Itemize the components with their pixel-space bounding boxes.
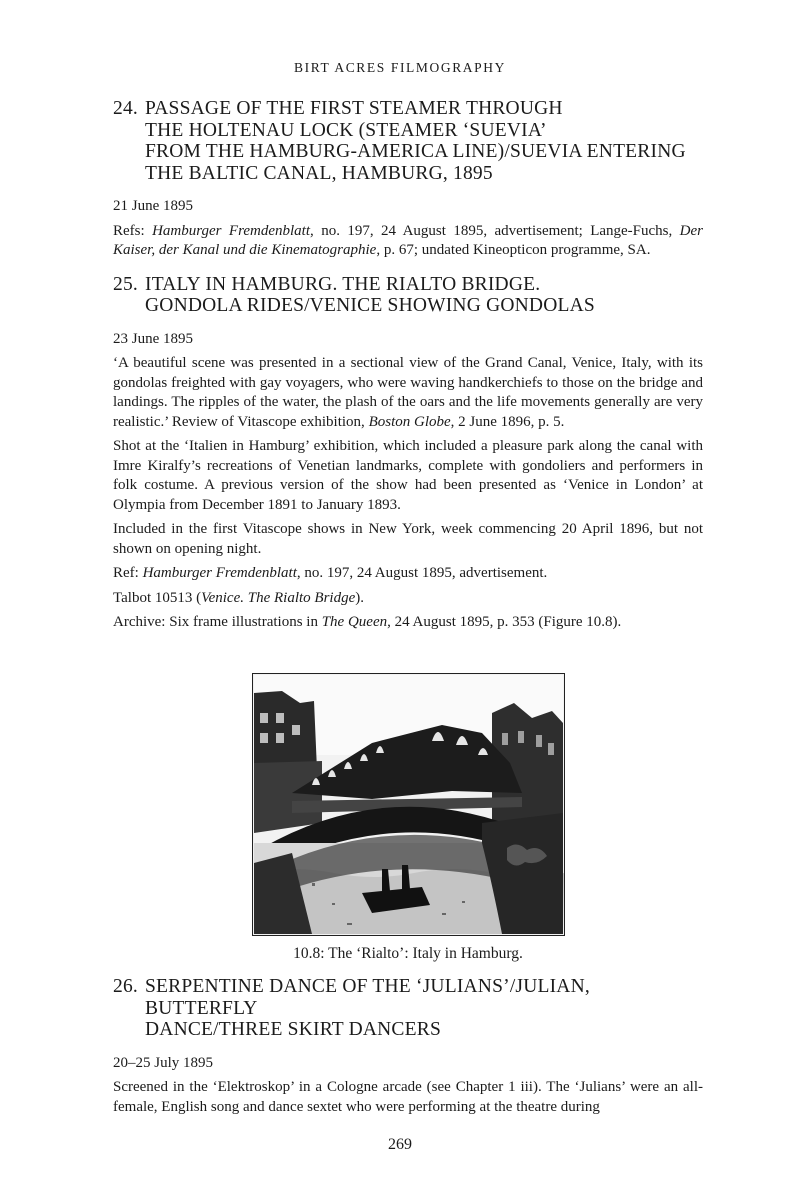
ref-text: Ref: (113, 565, 143, 581)
refs-text: , p. 67; undated Kineopticon programme, SA. (376, 242, 651, 258)
entry-heading (113, 98, 703, 184)
archive-text: Archive: Six frame illustrations in (113, 614, 322, 630)
entry-date: 20–25 July 1895 (113, 1054, 214, 1071)
archive-italic: The Queen (321, 614, 388, 630)
entry-number: 25. (113, 273, 138, 295)
running-head: BIRT ACRES FILMOGRAPHY (294, 60, 506, 75)
refs-italic: Der Kaiser, der Kanal und die Kinematographie (113, 222, 703, 258)
talbot-text: Talbot 10513 ( (113, 589, 202, 606)
entry-24 (113, 98, 703, 261)
archive-paragraph (113, 613, 703, 633)
title-line: GONDOLA RIDES/VENICE SHOWING GONDOLAS (145, 295, 595, 316)
title-line: DANCE/THREE SKIRT DANCERS (145, 1019, 441, 1040)
body-paragraph: Shot at the ‘Italien in Hamburg’ exhibition, which included a pleasure park along the canal with Imre Kiralfy’s recreations of Venetian landmarks, complete with gondoliers and performers in folk costume. A previous version of the show had been presented as ‘Venice in London’ at Olympia from December 1891 to January 1893. (113, 438, 703, 513)
talbot-text: ). (355, 589, 364, 606)
ref-italic: Hamburger Fremdenblatt (142, 565, 297, 581)
entry-25 (113, 274, 703, 964)
title-line: SERPENTINE DANCE OF THE ‘JULIANS’/JULIAN, BUTTERFLY (145, 976, 590, 1019)
page-content (113, 98, 703, 1130)
figure-caption: 10.8: The ‘Rialto’: Italy in Hamburg. (293, 944, 523, 962)
entry-number: 24. (113, 98, 138, 119)
refs-text: Refs: (113, 222, 153, 239)
title-line: THE HOLTENAU LOCK (STEAMER ‘SUEVIA’ (145, 119, 547, 141)
entry-date: 23 June 1895 (113, 330, 193, 347)
title-line: FROM THE HAMBURG-AMERICA LINE)/SUEVIA ENTERING (145, 141, 686, 162)
entry-title (145, 274, 703, 317)
refs-italic: Hamburger Fremdenblatt (152, 222, 311, 239)
entry-title (145, 98, 703, 184)
page-number: 269 (388, 1136, 412, 1153)
entry-title (145, 976, 703, 1041)
rialto-bridge-image (252, 673, 565, 936)
figure-10-8 (113, 673, 703, 964)
entry-date: 21 June 1895 (113, 198, 193, 214)
title-line: ITALY IN HAMBURG. THE RIALTO BRIDGE. (145, 273, 541, 295)
quote-italic: Boston Globe (368, 413, 451, 430)
quote-text: , 2 June 1896, p. 5. (450, 413, 565, 430)
archive-text: , 24 August 1895, p. 353 (Figure 10.8). (387, 614, 622, 630)
ref-text: , no. 197, 24 August 1895, advertisement. (296, 565, 548, 581)
body-paragraph: Included in the first Vitascope shows in New York, week commencing 20 April 1896, but not shown on opening night. (113, 521, 703, 557)
body-paragraph: Screened in the ‘Elektroskop’ in a Cologne arcade (see Chapter 1 iii). The ‘Julians’ were an all-female, English song and dance sextet who were performing at the theatre during (113, 1079, 703, 1115)
quote-text: ‘A beautiful scene was presented in a sectional view of the Grand Canal, Venice, Italy, with its gondolas freighted with gay voyagers, who were waving handkerchiefs to those on the bridge and landings. The ripples of the water, the plash of the oars and the life movements generally are very realistic.’ Review of Vitascope exhibition, (113, 355, 703, 430)
entry-26 (113, 976, 703, 1117)
refs-paragraph (113, 222, 703, 261)
title-line: THE BALTIC CANAL, HAMBURG, 1895 (145, 162, 493, 184)
quote-paragraph (113, 354, 703, 432)
entry-number: 26. (113, 976, 138, 997)
talbot-italic: Venice. The Rialto Bridge (201, 589, 356, 606)
talbot-paragraph (113, 589, 703, 609)
ref-paragraph (113, 564, 703, 584)
entry-heading (113, 976, 703, 1041)
title-line: PASSAGE OF THE FIRST STEAMER THROUGH (145, 98, 563, 119)
refs-text: , no. 197, 24 August 1895, advertisement; Lange-Fuchs, (310, 222, 680, 239)
entry-heading (113, 274, 703, 317)
